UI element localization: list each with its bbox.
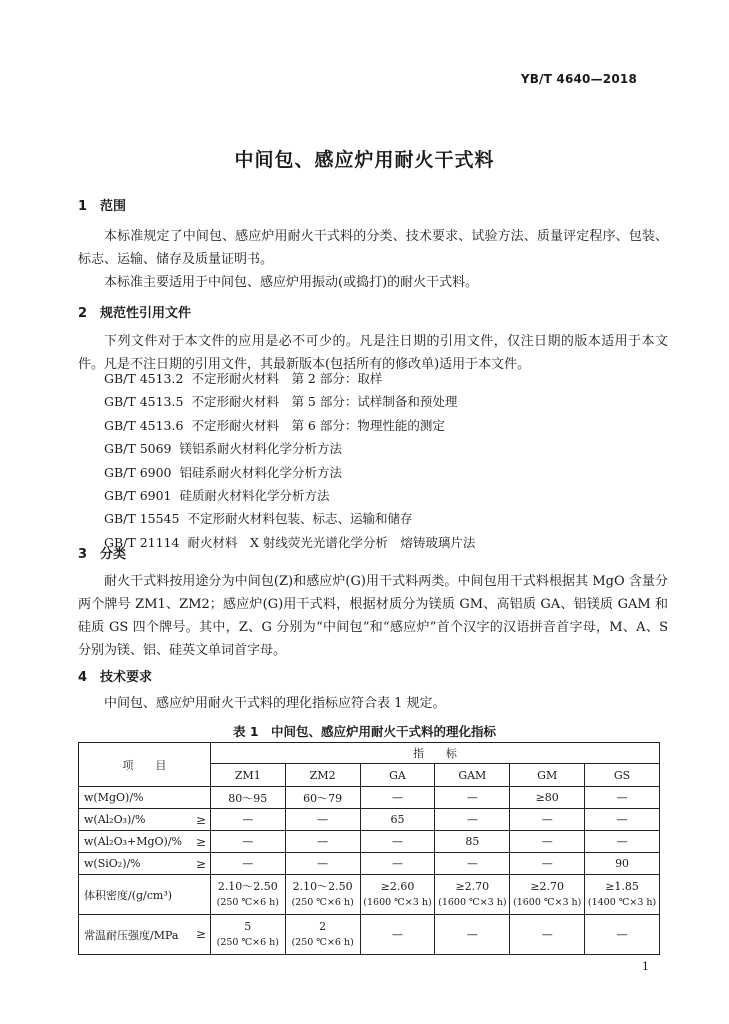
table-cell: ≥2.70 (1600 ℃×3 h) bbox=[510, 875, 585, 915]
table-cell: — bbox=[435, 915, 510, 955]
reference-item: GB/T 15545 不定形耐火材料包装、标志、运输和储存 bbox=[104, 511, 413, 527]
index-header: 指 标 bbox=[210, 743, 659, 764]
column-header: ZM1 bbox=[210, 764, 285, 787]
table-cell: — bbox=[510, 831, 585, 853]
section-number: 4 bbox=[78, 670, 88, 685]
section-number: 2 bbox=[78, 306, 88, 321]
table-cell: — bbox=[360, 831, 435, 853]
standard-number: YB/T 4640—2018 bbox=[520, 72, 637, 86]
section-4-heading bbox=[78, 666, 152, 685]
table-cell: 90 bbox=[585, 853, 660, 875]
column-header: GAM bbox=[435, 764, 510, 787]
reference-item: GB/T 6900 铝硅系耐火材料化学分析方法 bbox=[104, 464, 343, 480]
row-label: w(Al₂O₃+MgO)/% ≥ bbox=[79, 831, 211, 853]
section-1-paragraph-1: 本标准规定了中间包、感应炉用耐火干式料的分类、技术要求、试验方法、质量评定程序、包装、标志、运输、储存及质量证明书。 bbox=[78, 229, 668, 267]
table-row bbox=[79, 809, 660, 831]
column-header: ZM2 bbox=[285, 764, 360, 787]
section-1-paragraph-2: 本标准主要适用于中间包、感应炉用振动(或捣打)的耐火干式料。 bbox=[104, 275, 479, 290]
column-header: GA bbox=[360, 764, 435, 787]
table-cell: — bbox=[585, 915, 660, 955]
row-label: 体积密度/(g/cm³) bbox=[79, 875, 211, 915]
table-row bbox=[79, 831, 660, 853]
table-cell: — bbox=[285, 809, 360, 831]
reference-item: GB/T 5069 镁铝系耐火材料化学分析方法 bbox=[104, 441, 343, 457]
reference-item: GB/T 4513.6 不定形耐火材料 第 6 部分：物理性能的测定 bbox=[104, 417, 445, 433]
table-cell: ≥2.70 (1600 ℃×3 h) bbox=[435, 875, 510, 915]
section-1-heading bbox=[78, 195, 126, 214]
reference-item: GB/T 21114 耐火材料 X 射线荧光光谱化学分析 熔铸玻璃片法 bbox=[104, 534, 476, 550]
table-cell: — bbox=[210, 853, 285, 875]
table-cell: ≥2.60 (1600 ℃×3 h) bbox=[360, 875, 435, 915]
reference-item: GB/T 4513.5 不定形耐火材料 第 5 部分：试样制备和预处理 bbox=[104, 394, 458, 410]
column-header: GM bbox=[510, 764, 585, 787]
row-label: 常温耐压强度/MPa ≥ bbox=[79, 915, 211, 955]
table-cell: — bbox=[285, 853, 360, 875]
table-cell: ≥1.85 (1400 ℃×3 h) bbox=[585, 875, 660, 915]
properties-table bbox=[78, 742, 660, 955]
table-cell: 65 bbox=[360, 809, 435, 831]
table-cell: — bbox=[435, 853, 510, 875]
table-cell: — bbox=[585, 831, 660, 853]
table-cell: — bbox=[510, 853, 585, 875]
table-caption: 表 1 中间包、感应炉用耐火干式料的理化指标 bbox=[232, 724, 497, 739]
row-label: w(MgO)/% bbox=[79, 787, 211, 809]
section-2-heading bbox=[78, 302, 191, 321]
column-header: GS bbox=[585, 764, 660, 787]
table-cell: — bbox=[285, 831, 360, 853]
table-cell: — bbox=[510, 809, 585, 831]
table-row bbox=[79, 915, 660, 955]
section-4-paragraph: 中间包、感应炉用耐火干式料的理化指标应符合表 1 规定。 bbox=[104, 696, 446, 711]
document-title: 中间包、感应炉用耐火干式料 bbox=[234, 149, 495, 171]
table-cell: ≥80 bbox=[510, 787, 585, 809]
section-title: 分类 bbox=[100, 547, 127, 562]
row-label: w(Al₂O₃)/% ≥ bbox=[79, 809, 211, 831]
table-cell: — bbox=[585, 787, 660, 809]
section-title: 技术要求 bbox=[100, 670, 153, 685]
table-cell: 2.10～2.50 (250 ℃×6 h) bbox=[285, 875, 360, 915]
section-3-heading bbox=[78, 543, 126, 562]
table-cell: — bbox=[360, 787, 435, 809]
section-number: 1 bbox=[78, 199, 88, 214]
table-cell: 2 (250 ℃×6 h) bbox=[285, 915, 360, 955]
reference-item: GB/T 6901 硅质耐火材料化学分析方法 bbox=[104, 488, 330, 504]
table-row bbox=[79, 787, 660, 809]
table-cell: — bbox=[435, 787, 510, 809]
table-cell: 80～95 bbox=[210, 787, 285, 809]
item-header: 项 目 bbox=[79, 743, 211, 787]
table-cell: — bbox=[210, 831, 285, 853]
table-cell: 85 bbox=[435, 831, 510, 853]
table-cell: — bbox=[360, 853, 435, 875]
row-label: w(SiO₂)/% ≥ bbox=[79, 853, 211, 875]
table-cell: — bbox=[510, 915, 585, 955]
section-number: 3 bbox=[78, 547, 88, 562]
section-2-paragraph: 下列文件对于本文件的应用是必不可少的。凡是注日期的引用文件，仅注日期的版本适用于本文件。凡是不注日期的引用文件，其最新版本(包括所有的修改单)适用于本文件。 bbox=[78, 334, 668, 372]
section-3-paragraph: 耐火干式料按用途分为中间包(Z)和感应炉(G)用干式料两类。中间包用干式料根据其 MgO 含量分两个牌号 ZM1、ZM2；感应炉(G)用干式料，根据材质分为镁质 GM、高铝质 GA、铝镁质 GAM 和硅质 GS 四个牌号。其中，Z、G 分别为“中间包”和“感应炉”首个汉字的汉语拼音首字母，M、A、S 分别为镁、铝、硅英文单词首字母。 bbox=[78, 574, 668, 658]
normative-references-list bbox=[104, 367, 475, 554]
table-row bbox=[79, 875, 660, 915]
table-cell: — bbox=[585, 809, 660, 831]
reference-item: GB/T 4513.2 不定形耐火材料 第 2 部分：取样 bbox=[104, 371, 383, 386]
table-cell: — bbox=[210, 809, 285, 831]
section-title: 规范性引用文件 bbox=[100, 306, 192, 321]
table-cell: — bbox=[360, 915, 435, 955]
table-cell: 5 (250 ℃×6 h) bbox=[210, 915, 285, 955]
page-number: 1 bbox=[642, 960, 649, 973]
table-cell: — bbox=[435, 809, 510, 831]
table-row bbox=[79, 853, 660, 875]
table-cell: 60～79 bbox=[285, 787, 360, 809]
section-title: 范围 bbox=[100, 199, 127, 214]
table-cell: 2.10～2.50 (250 ℃×6 h) bbox=[210, 875, 285, 915]
